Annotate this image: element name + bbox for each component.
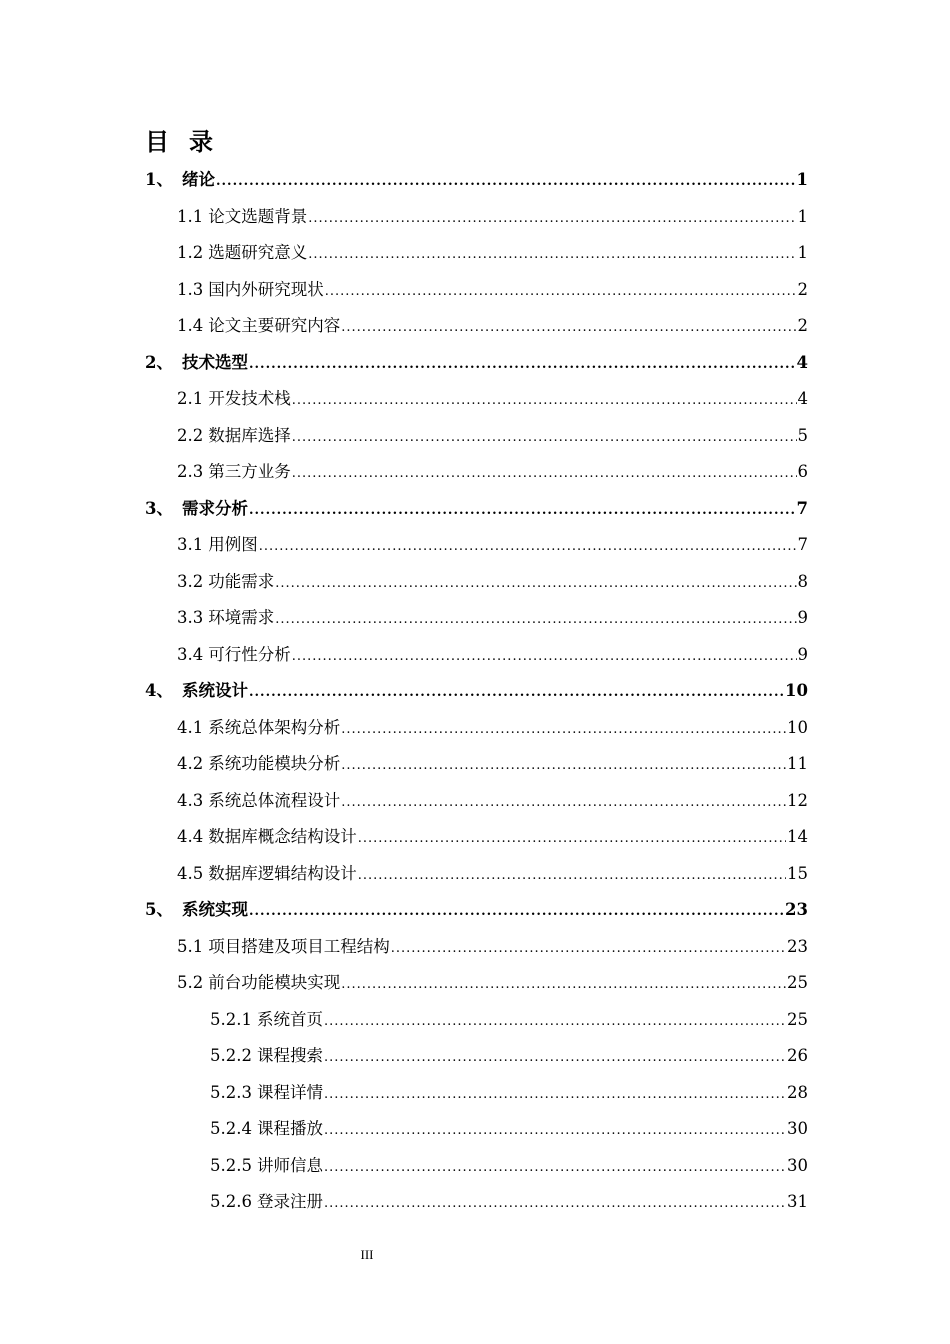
toc-entry-title: 登录注册 <box>256 1192 323 1211</box>
toc-entry[interactable] <box>145 892 808 929</box>
toc-entry-page: 25 <box>787 1009 808 1029</box>
toc-dot-leader <box>341 748 786 785</box>
toc-dot-leader <box>249 894 784 931</box>
toc-entry-title: 开发技术栈 <box>208 389 291 408</box>
toc-entry-title: 数据库逻辑结构设计 <box>208 863 357 883</box>
toc-entry-title: 项目搭建及项目工程结构 <box>208 936 390 956</box>
toc-entry-title: 系统设计 <box>182 681 248 700</box>
toc-entry-number: 2.1 <box>177 389 204 408</box>
toc-entry-number: 5.2 <box>177 973 204 992</box>
toc-entry-title: 课程播放 <box>256 1119 323 1138</box>
toc-entry[interactable] <box>145 673 808 710</box>
toc-entry-page: 10 <box>787 717 808 737</box>
toc-entry-page: 4 <box>797 389 808 408</box>
toc-entry-page: 30 <box>787 1155 808 1175</box>
toc-entry-page: 9 <box>797 608 808 627</box>
toc-entry-page: 4 <box>796 352 808 372</box>
toc-entry-number: 5.2.1 <box>210 1009 252 1029</box>
toc-entry-page: 10 <box>785 681 808 700</box>
toc-entry-number: 3.3 <box>177 608 204 627</box>
toc-entry-title: 可行性分析 <box>208 644 291 664</box>
toc-entry[interactable] <box>145 856 808 893</box>
toc-entry-page: 31 <box>787 1192 808 1211</box>
table-of-contents <box>145 162 808 1221</box>
toc-entry[interactable] <box>145 418 808 455</box>
toc-entry-title: 数据库选择 <box>208 425 291 445</box>
page-title: 目录 <box>145 128 233 156</box>
toc-dot-leader <box>308 237 796 274</box>
toc-entry[interactable] <box>145 454 808 491</box>
toc-entry-number: 5.1 <box>177 936 204 956</box>
toc-entry-page: 1 <box>796 170 808 189</box>
toc-entry-page: 14 <box>787 827 808 846</box>
toc-entry[interactable] <box>145 564 808 601</box>
toc-dot-leader <box>324 1113 786 1150</box>
toc-entry-number: 1.2 <box>177 243 204 262</box>
toc-entry-title: 国内外研究现状 <box>208 279 324 299</box>
toc-entry-page: 2 <box>797 279 808 299</box>
toc-entry-page: 1 <box>797 206 808 226</box>
toc-entry[interactable] <box>145 491 808 528</box>
toc-entry-page: 2 <box>797 316 808 335</box>
toc-entry-page: 9 <box>797 644 808 664</box>
toc-entry-title: 课程搜索 <box>256 1046 323 1065</box>
toc-entry[interactable] <box>145 1184 808 1221</box>
toc-entry[interactable] <box>145 1002 808 1039</box>
toc-entry-title: 系统首页 <box>256 1009 323 1029</box>
toc-entry[interactable] <box>145 1075 808 1112</box>
toc-dot-leader <box>324 1150 786 1187</box>
toc-entry[interactable] <box>145 345 808 382</box>
toc-entry-page: 23 <box>787 936 808 956</box>
toc-dot-leader <box>275 602 796 639</box>
toc-dot-leader <box>324 1077 786 1114</box>
toc-entry[interactable] <box>145 1111 808 1148</box>
toc-entry-number: 2、 <box>145 352 173 372</box>
toc-dot-leader <box>275 566 796 603</box>
toc-dot-leader <box>249 347 796 384</box>
toc-entry[interactable] <box>145 929 808 966</box>
toc-entry-number: 1.1 <box>177 206 204 226</box>
toc-entry-page: 28 <box>787 1082 808 1102</box>
toc-entry-number: 2.3 <box>177 462 204 481</box>
toc-entry-number: 4.2 <box>177 754 204 773</box>
toc-dot-leader <box>391 931 786 968</box>
toc-entry-title: 系统实现 <box>182 900 248 919</box>
toc-dot-leader <box>358 821 786 858</box>
toc-dot-leader <box>341 967 786 1004</box>
toc-entry[interactable] <box>145 710 808 747</box>
toc-entry-page: 7 <box>797 535 808 554</box>
toc-entry-page: 11 <box>787 754 808 773</box>
toc-dot-leader <box>292 383 797 420</box>
toc-entry-page: 5 <box>797 425 808 445</box>
toc-entry-number: 4、 <box>145 681 173 700</box>
toc-dot-leader <box>325 274 797 311</box>
toc-entry-number: 4.1 <box>177 717 204 737</box>
toc-entry-number: 1.4 <box>177 316 204 335</box>
toc-entry[interactable] <box>145 308 808 345</box>
toc-entry-number: 1、 <box>145 170 173 189</box>
toc-entry-number: 3.4 <box>177 644 204 664</box>
toc-entry-page: 6 <box>797 462 808 481</box>
toc-entry-title: 论文主要研究内容 <box>208 316 341 335</box>
toc-entry-title: 论文选题背景 <box>208 206 308 226</box>
toc-entry-page: 25 <box>787 973 808 992</box>
toc-entry-page: 1 <box>797 243 808 262</box>
toc-dot-leader <box>324 1004 786 1041</box>
toc-entry-page: 30 <box>787 1119 808 1138</box>
toc-dot-leader <box>341 785 786 822</box>
toc-dot-leader <box>324 1040 786 1077</box>
toc-dot-leader <box>358 858 786 895</box>
toc-entry[interactable] <box>145 272 808 309</box>
toc-entry[interactable] <box>145 1038 808 1075</box>
toc-entry[interactable] <box>145 527 808 564</box>
toc-entry-number: 5.2.2 <box>210 1046 252 1065</box>
toc-entry[interactable] <box>145 637 808 674</box>
toc-entry-page: 23 <box>785 900 808 919</box>
toc-dot-leader <box>216 164 796 201</box>
toc-dot-leader <box>259 529 797 566</box>
toc-entry[interactable] <box>145 235 808 272</box>
toc-entry-number: 5.2.5 <box>210 1155 252 1175</box>
toc-entry-title: 需求分析 <box>182 498 248 518</box>
toc-entry-page: 26 <box>787 1046 808 1065</box>
toc-entry-title: 系统功能模块分析 <box>208 754 341 773</box>
toc-entry-title: 课程详情 <box>256 1082 323 1102</box>
toc-entry-title: 功能需求 <box>208 571 275 591</box>
toc-dot-leader <box>324 1186 786 1223</box>
toc-entry-title: 前台功能模块实现 <box>208 973 341 992</box>
toc-entry-title: 环境需求 <box>208 608 275 627</box>
toc-entry-number: 1.3 <box>177 279 204 299</box>
toc-entry-title: 第三方业务 <box>208 462 291 481</box>
toc-entry-number: 4.5 <box>177 863 204 883</box>
toc-entry-number: 2.2 <box>177 425 204 445</box>
toc-entry-number: 5.2.6 <box>210 1192 252 1211</box>
toc-entry-title: 系统总体架构分析 <box>208 717 341 737</box>
toc-dot-leader <box>308 201 796 238</box>
toc-dot-leader <box>341 712 786 749</box>
page-number: III <box>360 1247 374 1262</box>
toc-entry-title: 讲师信息 <box>256 1155 323 1175</box>
toc-entry-title: 绪论 <box>182 170 215 189</box>
toc-entry[interactable] <box>145 746 808 783</box>
toc-entry[interactable] <box>145 600 808 637</box>
toc-entry-page: 12 <box>787 790 808 810</box>
toc-entry[interactable] <box>145 819 808 856</box>
toc-dot-leader <box>292 639 797 676</box>
toc-dot-leader <box>292 420 797 457</box>
toc-entry[interactable] <box>145 199 808 236</box>
toc-entry-title: 选题研究意义 <box>208 243 308 262</box>
toc-entry-number: 5.2.4 <box>210 1119 252 1138</box>
toc-entry[interactable] <box>145 1148 808 1185</box>
toc-dot-leader <box>341 310 796 347</box>
toc-entry-title: 数据库概念结构设计 <box>208 827 357 846</box>
toc-entry-number: 3.1 <box>177 535 204 554</box>
toc-entry-number: 5、 <box>145 900 173 919</box>
toc-dot-leader <box>292 456 797 493</box>
toc-dot-leader <box>249 493 796 530</box>
toc-entry-title: 系统总体流程设计 <box>208 790 341 810</box>
toc-entry-title: 技术选型 <box>182 352 248 372</box>
toc-entry[interactable] <box>145 965 808 1002</box>
toc-entry-page: 15 <box>787 863 808 883</box>
toc-entry[interactable] <box>145 162 808 199</box>
toc-entry-number: 4.3 <box>177 790 204 810</box>
toc-dot-leader <box>249 675 784 712</box>
toc-entry-number: 4.4 <box>177 827 204 846</box>
toc-entry-number: 3.2 <box>177 571 204 591</box>
toc-entry[interactable] <box>145 783 808 820</box>
toc-entry-page: 8 <box>797 571 808 591</box>
toc-entry-number: 5.2.3 <box>210 1082 252 1102</box>
toc-entry-title: 用例图 <box>208 535 258 554</box>
toc-entry-number: 3、 <box>145 498 173 518</box>
toc-entry-page: 7 <box>796 498 808 518</box>
toc-entry[interactable] <box>145 381 808 418</box>
